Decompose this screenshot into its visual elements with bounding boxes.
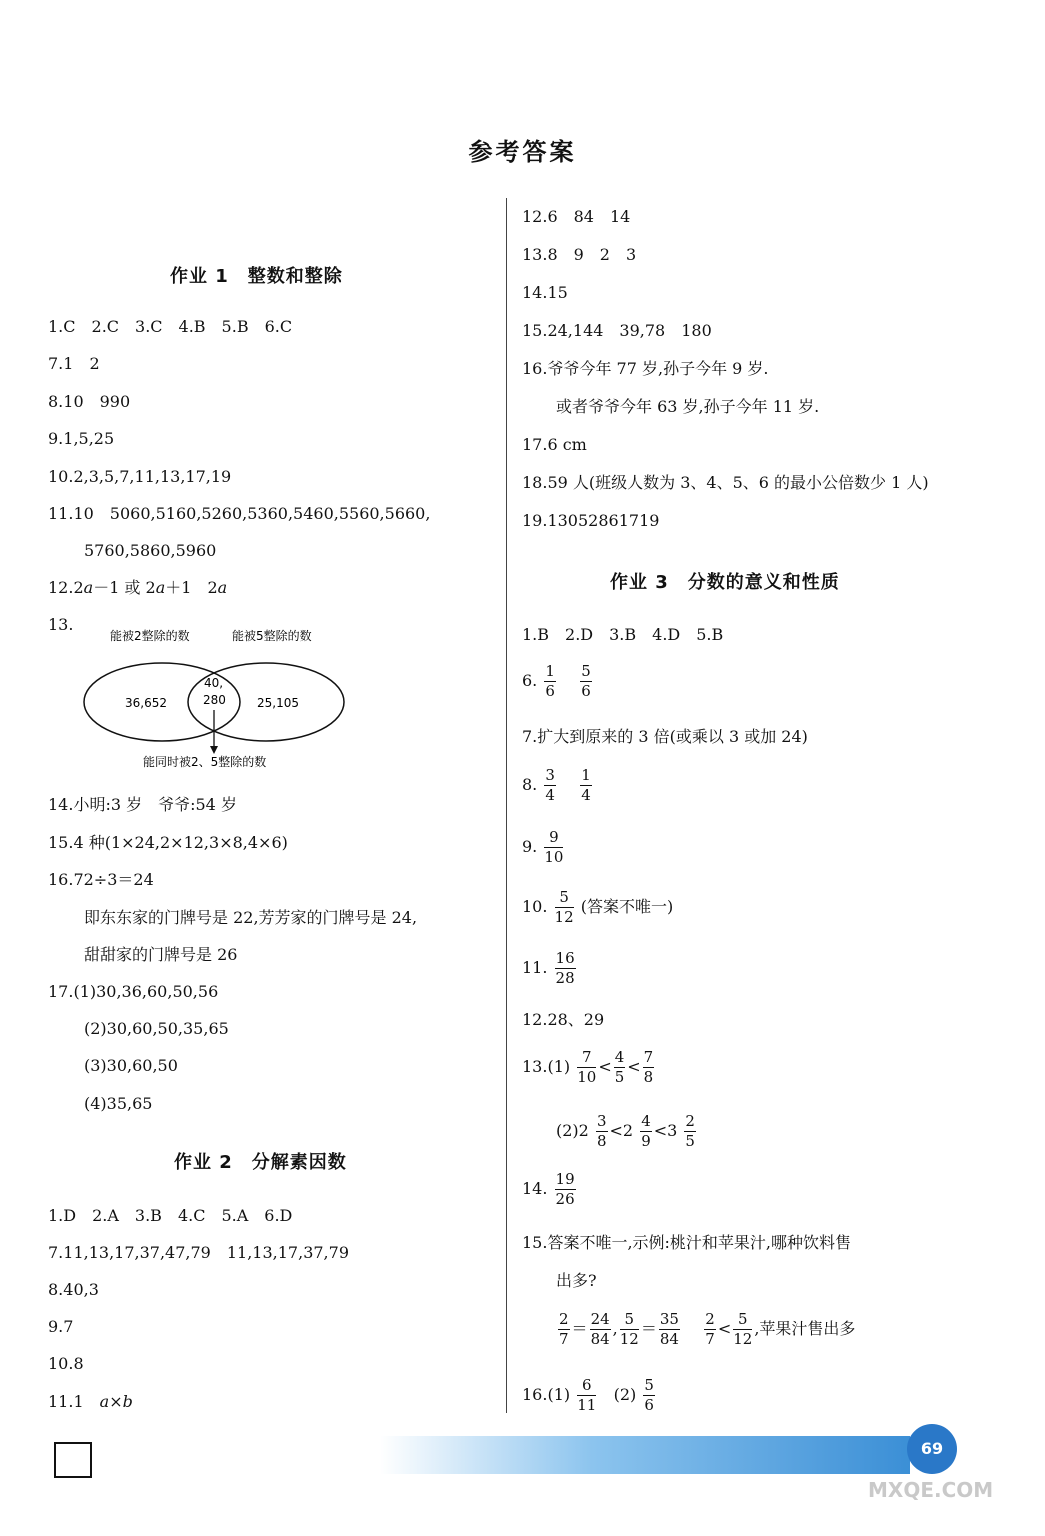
section-title-2: 作业 2 分解素因数 bbox=[174, 1152, 347, 1173]
answer-line: 11.10 5060,5160,5260,5360,5460,5560,5660, bbox=[48, 504, 431, 523]
answer-line: 15.4 种(1×24,2×12,3×8,4×6) bbox=[48, 833, 288, 852]
answer-line: 9. $\frac{9}{10}$ bbox=[522, 828, 564, 866]
answer-line: 17.(1)30,36,60,50,56 bbox=[48, 982, 219, 1001]
answer-line: 1.C 2.C 3.C 4.B 5.B 6.C bbox=[48, 317, 293, 336]
fraction: $\frac{35}{84}$ bbox=[659, 1310, 679, 1348]
answer-line: 12.28、29 bbox=[522, 1010, 605, 1029]
answer-line: 16.72÷3＝24 bbox=[48, 870, 154, 889]
fraction: $\frac{19}{26}$ bbox=[555, 1170, 575, 1208]
answer-line: 1.D 2.A 3.B 4.C 5.A 6.D bbox=[48, 1206, 293, 1225]
fraction: $\frac{5}{12}$ bbox=[554, 888, 574, 926]
answer-line: 13.(1) $\frac{7}{10}$ < $\frac{4}{5}$ < $\frac{7}{8}$ bbox=[522, 1048, 654, 1086]
fraction: $\frac{9}{10}$ bbox=[544, 828, 564, 866]
answer-line: 甜甜家的门牌号是 26 bbox=[84, 945, 238, 964]
answer-line: 7.扩大到原来的 3 倍(或乘以 3 或加 24) bbox=[522, 727, 808, 746]
section-title-1: 作业 1 整数和整除 bbox=[170, 266, 343, 287]
answer-line: 13.8 9 2 3 bbox=[522, 245, 637, 264]
answer-line: 17.6 cm bbox=[522, 435, 587, 454]
answer-line: 8.10 990 bbox=[48, 392, 131, 411]
fraction: $\frac{3}{4}$ bbox=[545, 766, 555, 804]
fraction: $\frac{1}{4}$ bbox=[581, 766, 591, 804]
answer-line: 7.11,13,17,37,47,79 11,13,17,37,79 bbox=[48, 1243, 349, 1262]
venn-right-values: 25,105 bbox=[257, 696, 299, 710]
answer-line: 12.2a－1 或 2a＋1 2a bbox=[48, 578, 228, 597]
fraction: $\frac{1}{6}$ bbox=[545, 662, 555, 700]
venn-left-label: 能被2整除的数 bbox=[110, 629, 190, 643]
fraction: $\frac{2}{7}$ bbox=[559, 1310, 569, 1348]
fraction: $\frac{5}{12}$ bbox=[733, 1310, 753, 1348]
answer-line: 11. $\frac{16}{28}$ bbox=[522, 949, 575, 987]
answer-line: 14. $\frac{19}{26}$ bbox=[522, 1170, 575, 1208]
answer-line: 6. $\frac{1}{6}$ $\frac{5}{6}$ bbox=[522, 662, 591, 700]
answer-line: 5760,5860,5960 bbox=[84, 541, 217, 560]
answer-line: 1.B 2.D 3.B 4.D 5.B bbox=[522, 625, 724, 644]
venn-left-values: 36,652 bbox=[125, 696, 167, 710]
fraction: $\frac{6}{11}$ bbox=[577, 1376, 597, 1414]
page-number: 69 bbox=[907, 1424, 957, 1474]
page-title: 参考答案 bbox=[468, 138, 577, 166]
answer-line: 15.答案不唯一,示例:桃汁和苹果汁,哪种饮料售 bbox=[522, 1233, 852, 1252]
fraction: $\frac{3}{8}$ bbox=[596, 1112, 607, 1150]
fraction: $\frac{2}{7}$ bbox=[705, 1310, 715, 1348]
answer-line: 7.1 2 bbox=[48, 354, 100, 373]
answer-line: 出多? bbox=[556, 1271, 597, 1290]
answer-line: 即东东家的门牌号是 22,芳芳家的门牌号是 24, bbox=[84, 908, 418, 927]
venn-diagram bbox=[80, 620, 360, 772]
fraction: $\frac{16}{28}$ bbox=[555, 949, 575, 987]
fraction: $\frac{2}{5}$ bbox=[685, 1112, 695, 1150]
answer-line: 16.(1) $\frac{6}{11}$ (2) $\frac{5}{6}$ bbox=[522, 1376, 654, 1414]
answer-line: 15.24,144 39,78 180 bbox=[522, 321, 712, 340]
footer-band bbox=[380, 1436, 910, 1474]
answer-line: (3)30,60,50 bbox=[84, 1056, 178, 1075]
fraction: $\frac{5}{12}$ bbox=[619, 1310, 639, 1348]
corner-box bbox=[54, 1442, 92, 1478]
fraction: $\frac{7}{10}$ bbox=[577, 1048, 597, 1086]
fraction: $\frac{24}{84}$ bbox=[590, 1310, 610, 1348]
venn-right-label: 能被5整除的数 bbox=[232, 629, 312, 643]
answer-line: 12.6 84 14 bbox=[522, 207, 631, 226]
answer-line: 13. bbox=[48, 615, 74, 634]
answer-line: 18.59 人(班级人数为 3、4、5、6 的最小公倍数少 1 人) bbox=[522, 473, 929, 492]
answer-line: $\frac{2}{7}$ ＝ $\frac{24}{84}$ , $\frac{5}{12}$ ＝ $\frac{35}{84}$ $\frac{2}{7}$ < $\frac{5}{12}$ ,苹果汁售出多 bbox=[559, 1310, 856, 1348]
answer-line: 19.13052861719 bbox=[522, 511, 660, 530]
answer-line: 8. $\frac{3}{4}$ $\frac{1}{4}$ bbox=[522, 766, 591, 804]
answer-line: (2)30,60,50,35,65 bbox=[84, 1019, 229, 1038]
fraction: $\frac{4}{9}$ bbox=[641, 1112, 651, 1150]
answer-line: 14.15 bbox=[522, 283, 568, 302]
answer-line: 8.40,3 bbox=[48, 1280, 99, 1299]
section-title-3: 作业 3 分数的意义和性质 bbox=[610, 572, 840, 593]
watermark: MXQE.COM bbox=[868, 1478, 994, 1502]
answer-line: 10.2,3,5,7,11,13,17,19 bbox=[48, 467, 232, 486]
answer-line: 16.爷爷今年 77 岁,孙子今年 9 岁. bbox=[522, 359, 769, 378]
answer-line: (2)2 $\frac{3}{8}$ <2 $\frac{4}{9}$ <3 $\frac{2}{5}$ bbox=[556, 1112, 695, 1150]
answer-line: 11.1 a×b bbox=[48, 1392, 133, 1411]
column-divider bbox=[506, 198, 507, 1413]
answer-line: (4)35,65 bbox=[84, 1094, 153, 1113]
venn-center-bottom: 280 bbox=[203, 693, 226, 707]
venn-center-top: 40, bbox=[204, 676, 224, 690]
answer-line: 或者爷爷今年 63 岁,孙子今年 11 岁. bbox=[556, 397, 820, 416]
fraction: $\frac{7}{8}$ bbox=[643, 1048, 654, 1086]
answer-line: 10. $\frac{5}{12}$ (答案不唯一) bbox=[522, 888, 674, 926]
venn-bottom-label: 能同时被2、5整除的数 bbox=[143, 755, 267, 769]
answer-line: 9.1,5,25 bbox=[48, 429, 115, 448]
answer-line: 9.7 bbox=[48, 1317, 74, 1336]
fraction: $\frac{5}{6}$ bbox=[644, 1376, 654, 1414]
venn-arrow-head bbox=[210, 746, 218, 754]
fraction: $\frac{5}{6}$ bbox=[581, 662, 591, 700]
answer-line: 14.小明:3 岁 爷爷:54 岁 bbox=[48, 795, 237, 814]
fraction: $\frac{4}{5}$ bbox=[614, 1048, 625, 1086]
answer-line: 10.8 bbox=[48, 1354, 84, 1373]
